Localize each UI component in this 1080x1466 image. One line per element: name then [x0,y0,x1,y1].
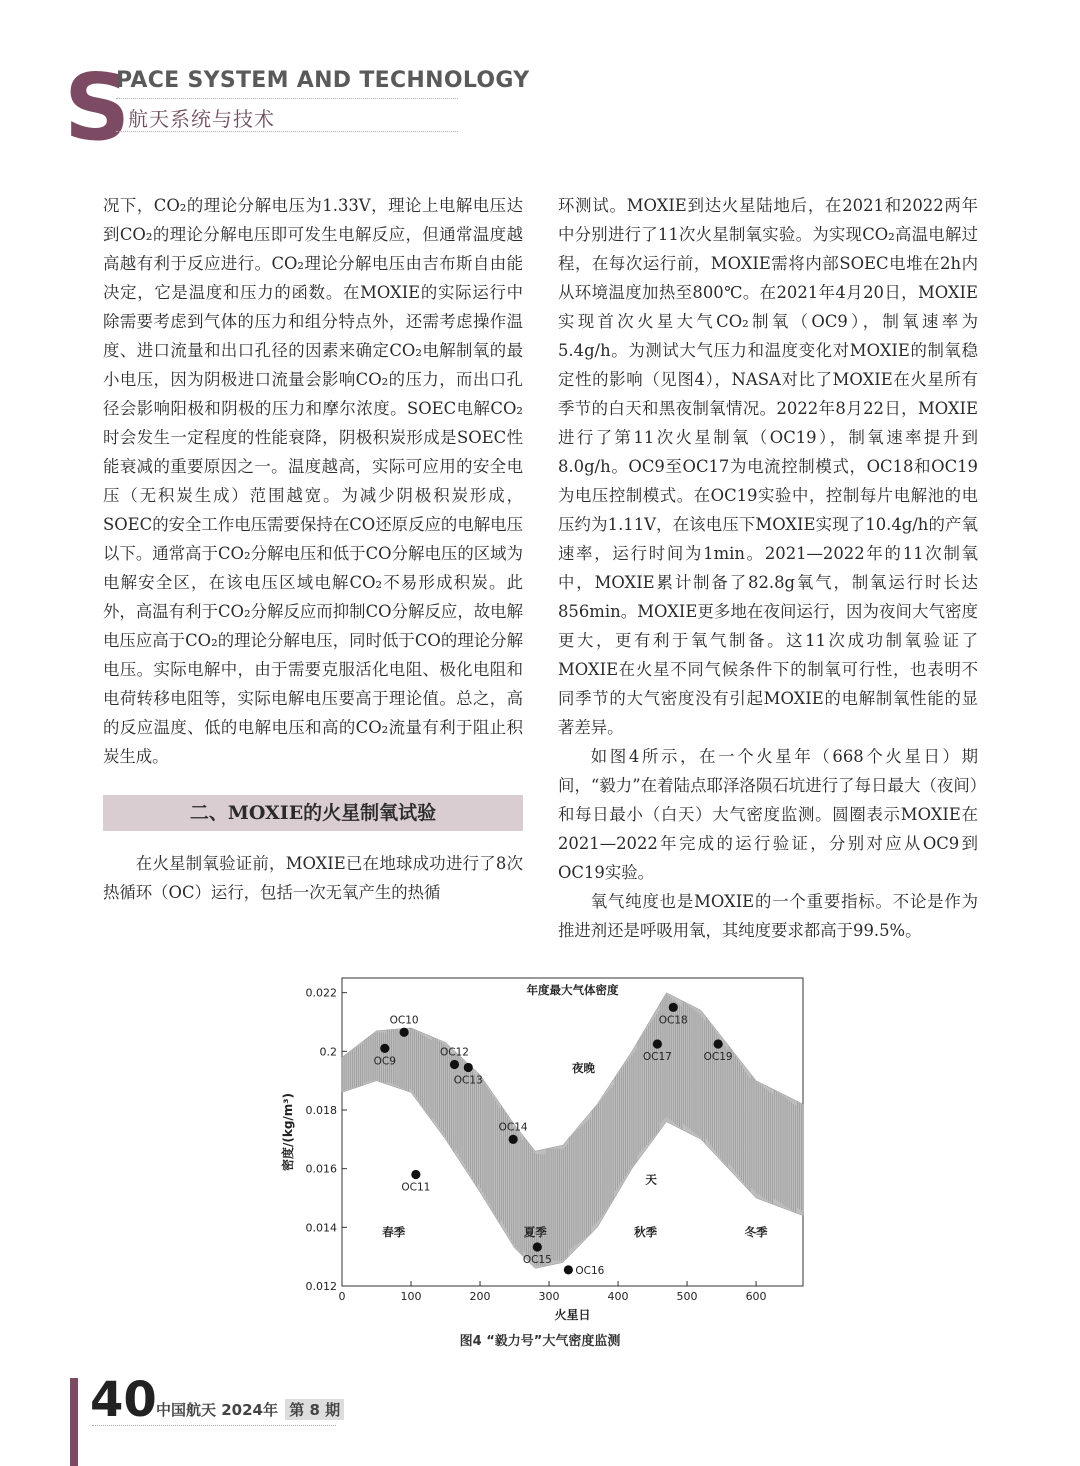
journal-issue: 第 8 期 [285,1399,344,1420]
figure-4 [270,968,830,1348]
data-point [564,1265,573,1274]
right-column [558,191,978,945]
data-point [400,1028,409,1037]
y-axis-label: 密度/(kg/m³) [281,1092,295,1172]
page-number: 40 [90,1372,157,1428]
figure-caption: 图4 “毅力号”大气密度监测 [459,1334,621,1349]
y-tick-label: 0.2 [319,1045,337,1059]
header-divider [116,98,458,99]
paragraph: 况下，CO₂的理论分解电压为1.33V，理论上电解电压达到CO₂的理论分解电压即可发生电解反应，但通常温度越高越有利于反应进行。CO₂理论分解电压由吉布斯自由能决定，它是温度和压力的函数。在MOXIE的实际运行中除需要考虑到气体的压力和组分特点外，还需考虑操作温度、进口流量和出口孔径的因素来确定CO₂电解制氧的最小电压，因为阴极进口流量会影响CO₂的压力，而出口孔径会影响阳极和阴极的压力和摩尔浓度。SOEC电解CO₂时会发生一定程度的性能衰降，阴极积炭形成是SOEC性能衰减的重要原因之一。温度越高，实际可应用的安全电压（无积炭生成）范围越宽。为减少阴极积炭形成，SOEC的安全工作电压需要保持在CO还原反应的电解电压以下。通常高于CO₂分解电压和低于CO分解电压的区域为电解安全区，在该电压区域电解CO₂不易形成积炭。此外，高温有利于CO₂分解反应而抑制CO分解反应，故电解电压应高于CO₂的理论分解电压，同时低于CO的理论分解电压。实际电解中，由于需要克服活化电阻、极化电阻和电荷转移电阻等，实际电解电压要高于理论值。总之，高的反应温度、低的电解电压和高的CO₂流量有利于阻止积炭生成。 [103,196,523,766]
chart-annotation: 秋季 [634,1225,658,1240]
header-title-en: PACE SYSTEM AND TECHNOLOGY [116,68,530,93]
data-point [653,1039,662,1048]
data-point-label: OC12 [440,1046,469,1059]
data-point [380,1044,389,1053]
data-point-label: OC17 [642,1051,672,1063]
x-tick-label: 300 [538,1290,560,1303]
x-tick-label: 500 [676,1290,698,1303]
journal-year: 2024年 [221,1401,278,1419]
data-point-label: OC13 [453,1074,483,1087]
data-point [450,1060,459,1069]
chart-annotation: 夜晚 [572,1060,596,1075]
journal-name: 中国航天 [156,1401,217,1419]
data-point-label: OC10 [389,1014,419,1027]
x-tick-label: 200 [469,1290,491,1303]
y-tick-label: 0.022 [305,986,337,1000]
data-point-label: OC15 [522,1253,552,1266]
data-point [464,1063,473,1072]
chart-annotation: 夏季 [523,1225,547,1240]
left-column [103,191,523,907]
data-point [509,1135,518,1144]
chart-annotation: 冬季 [744,1225,768,1240]
section-heading: 二、MOXIE的火星制氧试验 [103,795,523,831]
x-tick-label: 100 [400,1290,422,1303]
chart-annotation: 春季 [382,1225,406,1240]
paragraph: 如图4所示，在一个火星年（668个火星日）期间，“毅力”在着陆点耶泽洛陨石坑进行了每日最大（夜间）和每日最小（白天）大气密度监测。圆圈表示MOXIE在2021—2022年完成的运行验证，分别对应从OC9到OC19实验。 [558,747,978,882]
chart-title: 年度最大气体密度 [526,983,619,997]
data-point [669,1003,678,1012]
x-axis-label: 火星日 [554,1308,591,1322]
data-point-label: OC16 [575,1264,605,1277]
y-tick-label: 0.016 [305,1162,337,1176]
x-tick-label: 0 [338,1290,346,1303]
data-point-label: OC19 [703,1051,733,1063]
header-title-cn: 航天系统与技术 [128,107,275,131]
data-point-label: OC11 [401,1181,431,1194]
data-point-label: OC18 [658,1014,688,1027]
header-logo-letter: S [64,54,131,161]
data-point [411,1170,420,1179]
paragraph: 环测试。MOXIE到达火星陆地后，在2021和2022两年中分别进行了11次火星制氧实验。为实现CO₂高温电解过程，在每次运行前，MOXIE需将内部SOEC电堆在2h内从环境温度加热至800℃。在2021年4月20日，MOXIE实现首次火星大气CO₂制氧（OC9），制氧速率为5.4g/h。为测试大气压力和温度变化对MOXIE的制氧稳定性的影响（见图4），NASA对比了MOXIE在火星所有季节的白天和黑夜制氧情况。2022年8月22日，MOXIE进行了第11次火星制氧（OC19），制氧速率提升到8.0g/h。OC9至OC17为电流控制模式，OC18和OC19为电压控制模式。在OC19实验中，控制每片电解池的电压约为1.11V，在该电压下MOXIE实现了10.4g/h的产氧速率，运行时间为1min。2021—2022年的11次制氧中，MOXIE累计制备了82.8g氧气，制氧运行时长达856min。MOXIE更多地在夜间运行，因为夜间大气密度更大，更有利于氧气制备。这11次成功制氧验证了MOXIE在火星不同气候条件下的制氧可行性，也表明不同季节的大气密度没有引起MOXIE的电解制氧性能的显著差异。 [558,196,978,737]
x-tick-label: 400 [607,1290,629,1303]
data-point-label: OC14 [498,1121,528,1134]
header-divider [116,131,458,132]
paragraph: 氧气纯度也是MOXIE的一个重要指标。不论是作为推进剂还是呼吸用氧，其纯度要求都高于99.5%。 [558,892,978,940]
footer-divider [92,1425,336,1426]
footer-bar [70,1378,78,1466]
chart-annotation: 天 [645,1172,657,1187]
footer-journal-info [156,1399,344,1420]
data-point [714,1039,723,1048]
data-point-label: OC9 [373,1055,396,1068]
data-point [533,1242,542,1251]
paragraph: 在火星制氧验证前，MOXIE已在地球成功进行了8次热循环（OC）运行，包括一次无氧产生的热循 [103,854,523,902]
x-tick-label: 600 [745,1290,767,1303]
y-tick-label: 0.014 [305,1221,337,1235]
density-chart [270,968,830,1328]
y-tick-label: 0.012 [305,1280,337,1293]
y-tick-label: 0.018 [305,1104,337,1117]
